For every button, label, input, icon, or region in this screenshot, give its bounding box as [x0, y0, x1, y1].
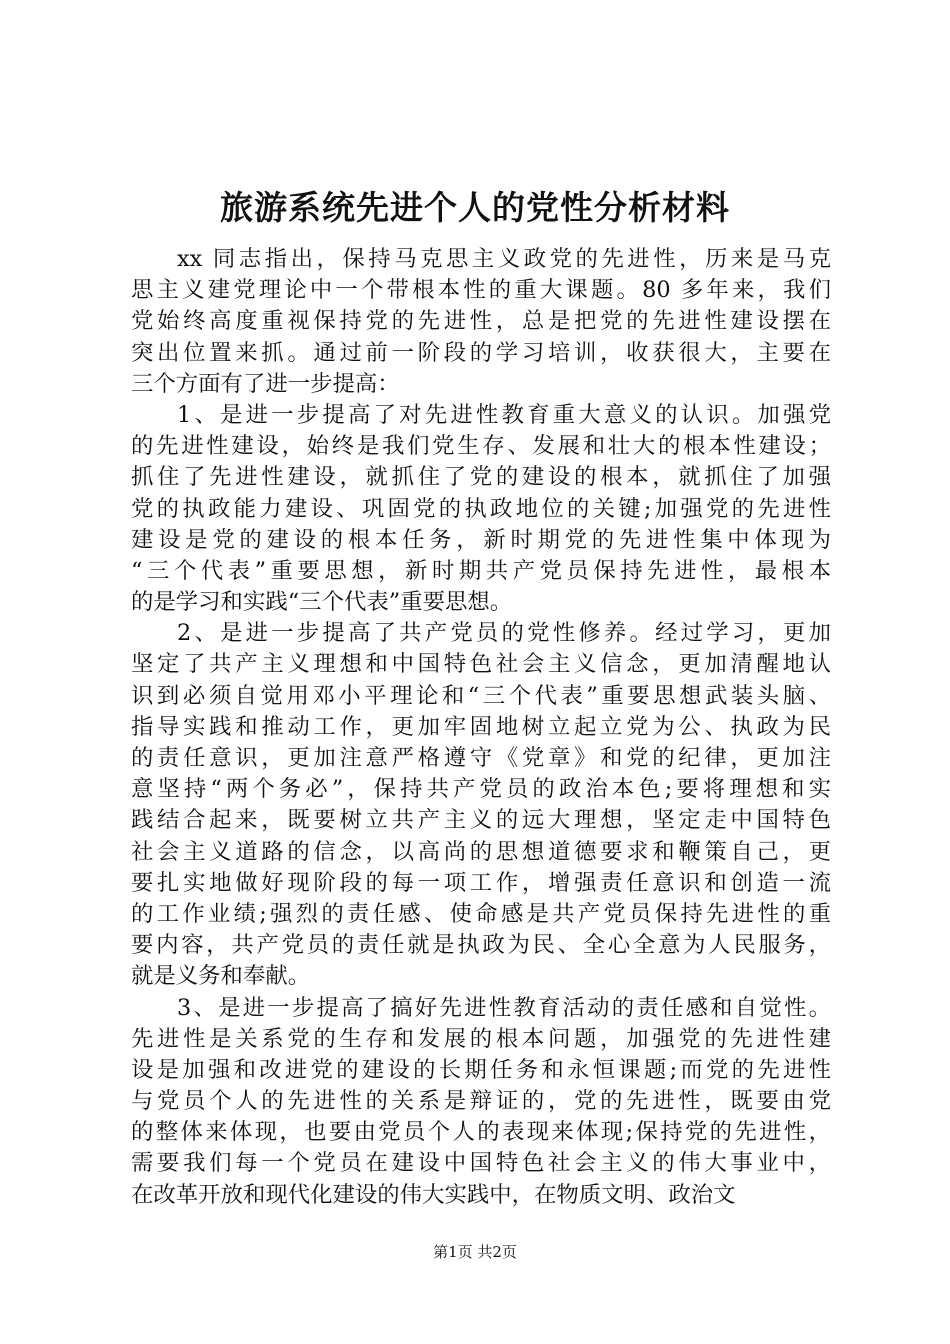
- text-line: “三个代表”重要思想，新时期共产党员保持先进性，最根本: [131, 557, 831, 584]
- text-line: 社会主义道路的信念，以高尚的思想道德要求和鞭策自己，更: [131, 838, 831, 865]
- document-body: [131, 244, 831, 1211]
- text-line: 就是义务和奉献。: [131, 963, 311, 990]
- text-line: 的是学习和实践“三个代表”重要思想。: [131, 589, 513, 616]
- text-line: 与党员个人的先进性的关系是辩证的，党的先进性，既要由党: [131, 1088, 831, 1115]
- text-line: 先进性是关系党的生存和发展的根本问题，加强党的先进性建: [131, 1025, 831, 1052]
- text-line: 需要我们每一个党员在建设中国特色社会主义的伟大事业中，: [131, 1150, 831, 1177]
- text-line: 突出位置来抓。通过前一阶段的学习培训，收获很大，主要在: [131, 339, 831, 366]
- text-line: 建设是党的建设的根本任务，新时期党的先进性集中体现为: [131, 526, 831, 553]
- text-line: 的先进性建设，始终是我们党生存、发展和壮大的根本性建设；: [131, 433, 831, 460]
- text-line: 要扎实地做好现阶段的每一项工作，增强责任意识和创造一流: [131, 869, 831, 896]
- text-line: 的工作业绩;强烈的责任感、使命感是共产党员保持先进性的重: [131, 900, 831, 927]
- text-line: 设是加强和改进党的建设的长期任务和永恒课题;而党的先进性: [131, 1056, 831, 1083]
- text-line: 践结合起来，既要树立共产主义的远大理想，坚定走中国特色: [131, 807, 831, 834]
- text-line: 的责任意识，更加注意严格遵守《党章》和党的纪律，更加注: [131, 745, 831, 771]
- text-line: 三个方面有了进一步提高：: [131, 370, 400, 397]
- text-line: 1、是进一步提高了对先进性教育重大意义的认识。加强党: [177, 401, 831, 428]
- text-line: 3、是进一步提高了搞好先进性教育活动的责任感和自觉性。: [177, 994, 831, 1021]
- text-line: 意坚持“两个务必”，保持共产党员的政治本色;要将理想和实: [131, 776, 831, 803]
- paragraph: [131, 618, 831, 992]
- page-footer: 第1页 共2页: [433, 1243, 517, 1261]
- text-line: 的整体来体现，也要由党员个人的表现来体现;保持党的先进性，: [131, 1119, 831, 1146]
- text-line: xx 同志指出，保持马克思主义政党的先进性，历来是马克: [177, 246, 831, 272]
- paragraph: [131, 400, 831, 618]
- text-line: 坚定了共产主义理想和中国特色社会主义信念，更加清醒地认: [131, 651, 831, 678]
- text-line: 识到必须自觉用邓小平理论和“三个代表”重要思想武装头脑、: [131, 682, 831, 709]
- text-line: 思主义建党理论中一个带根本性的重大课题。80 多年来，我们: [131, 277, 831, 304]
- text-line: 党的执政能力建设、巩固党的执政地位的关键;加强党的先进性: [131, 495, 831, 522]
- text-line: 党始终高度重视保持党的先进性，总是把党的先进性建设摆在: [131, 308, 831, 335]
- paragraph: [131, 244, 831, 400]
- text-line: 2、是进一步提高了共产党员的党性修养。经过学习，更加: [177, 620, 831, 647]
- text-line: 在改革开放和现代化建设的伟大实践中，在物质文明、政治文: [131, 1181, 736, 1208]
- text-line: 要内容，共产党员的责任就是执政为民、全心全意为人民服务，: [131, 932, 831, 959]
- document-title: 旅游系统先进个人的党性分析材料: [220, 188, 730, 227]
- paragraph: [131, 993, 831, 1211]
- text-line: 指导实践和推动工作，更加牢固地树立起立党为公、执政为民: [131, 713, 831, 740]
- text-line: 抓住了先进性建设，就抓住了党的建设的根本，就抓住了加强: [131, 464, 831, 491]
